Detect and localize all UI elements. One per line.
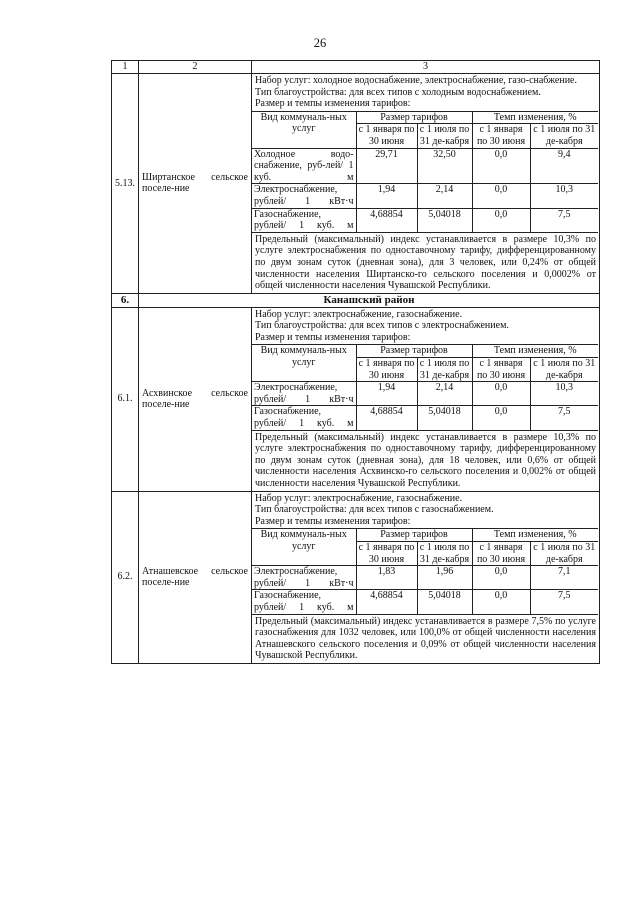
service-name	[252, 148, 356, 184]
service-name	[252, 406, 356, 430]
subtable-header-row	[252, 529, 598, 542]
rate-value-h1: 0,0	[472, 590, 530, 614]
tariff-title: Размер и темпы изменения тарифов:	[255, 515, 411, 527]
tariff-value-h1: 4,68854	[356, 208, 417, 232]
tariff-value-h2: 5,04018	[417, 208, 472, 232]
row-number: 5.13.	[112, 74, 139, 294]
settlement-name	[139, 74, 252, 294]
limit-index-text: Предельный (максимальный) индекс устанавливается в размере 7,5% по услуге газоснабжения для 1032 человек, или 100,0% от общей численности населения Атнашевского сельского поселения и 0,09% от общей численности населения Чувашской Республики.	[255, 615, 596, 662]
header-period-1: с 1 января по 30 июня	[356, 124, 417, 148]
header-tariff-size: Размер тарифов	[356, 529, 472, 542]
header-change-rate: Темп изменения, %	[472, 345, 598, 358]
improvement-type: Тип благоустройства: для всех типов с газоснабжением.	[255, 504, 494, 516]
tariff-subtable	[252, 344, 598, 430]
rate-value-h2: 7,1	[530, 566, 598, 590]
tariff-value-h2: 5,04018	[417, 406, 472, 430]
settlement-name	[139, 307, 252, 491]
tariff-value-h1: 4,68854	[356, 406, 417, 430]
settlement-row	[112, 74, 600, 294]
service-name-text: Электроснабжение, рублей/ 1 кВт·ч	[254, 382, 354, 405]
limit-index-text: Предельный (максимальный) индекс устанавливается в размере 10,3% по услуге электроснабжения по одноставочному тарифу, дифференцированному по двум зонам суток (дневная зона), для 3 человек, или 0,24% от общей численности населения Ширтанско-го сельского поселения и 0,0002% от общей численности населения Чувашской Республики.	[255, 233, 596, 292]
service-name-text: Газоснабжение, рублей/ 1 куб. м	[254, 208, 354, 232]
header-period-2: с 1 июля по 31 де-кабря	[417, 124, 472, 148]
tariff-value-h1: 1,94	[356, 184, 417, 208]
tariff-value-h2: 1,96	[417, 566, 472, 590]
service-row	[252, 184, 598, 208]
header-period-3: с 1 января по 30 июня	[472, 358, 530, 382]
service-name-text: Холодное водо-снабжение, руб-лей/ 1 куб. м	[254, 148, 354, 183]
tariff-value-h1: 4,68854	[356, 590, 417, 614]
service-row	[252, 382, 598, 406]
district-row	[112, 293, 600, 307]
service-name	[252, 184, 356, 208]
service-name-text: Газоснабжение, рублей/ 1 куб. м	[254, 406, 354, 430]
tariff-title: Размер и темпы изменения тарифов:	[255, 331, 411, 343]
rate-value-h1: 0,0	[472, 208, 530, 232]
col-header-3: 3	[252, 61, 600, 74]
service-name-text: Электроснабжение, рублей/ 1 кВт·ч	[254, 566, 354, 589]
service-row	[252, 566, 598, 590]
tariff-value-h2: 32,50	[417, 148, 472, 184]
service-set: Набор услуг: электроснабжение, газоснабжение.	[255, 492, 463, 504]
col-header-2: 2	[139, 61, 252, 74]
rate-value-h2: 7,5	[530, 406, 598, 430]
settlement-details	[252, 491, 600, 663]
header-period-2: с 1 июля по 31 де-кабря	[417, 358, 472, 382]
rate-value-h1: 0,0	[472, 184, 530, 208]
header-tariff-size: Размер тарифов	[356, 111, 472, 124]
district-title: Канашский район	[139, 293, 600, 307]
rate-value-h2: 9,4	[530, 148, 598, 184]
settlement-row	[112, 307, 600, 491]
rate-value-h1: 0,0	[472, 566, 530, 590]
rate-value-h1: 0,0	[472, 406, 530, 430]
header-period-2: с 1 июля по 31 де-кабря	[417, 541, 472, 565]
header-period-3: с 1 января по 30 июня	[472, 124, 530, 148]
service-set: Набор услуг: холодное водоснабжение, электроснабжение, газо-снабжение.	[255, 75, 577, 86]
service-name	[252, 208, 356, 232]
service-row	[252, 208, 598, 232]
service-name	[252, 382, 356, 406]
settlement-name-text: Ширтанское сельское поселе-ние	[142, 171, 248, 195]
header-period-4: с 1 июля по 31 де-кабря	[530, 124, 598, 148]
settlement-name-text: Атнашевское сельское поселе-ние	[142, 565, 248, 589]
header-service-kind: Вид коммуналь-ных услуг	[252, 111, 356, 148]
rate-value-h1: 0,0	[472, 382, 530, 406]
header-tariff-size: Размер тарифов	[356, 345, 472, 358]
service-row	[252, 148, 598, 184]
settlement-details	[252, 74, 600, 294]
col-header-1: 1	[112, 61, 139, 74]
service-set: Набор услуг: электроснабжение, газоснабжение.	[255, 308, 463, 320]
service-name-text: Электроснабжение, рублей/ 1 кВт·ч	[254, 184, 354, 207]
row-number: 6.1.	[112, 307, 139, 491]
tariff-value-h1: 1,83	[356, 566, 417, 590]
rate-value-h2: 10,3	[530, 184, 598, 208]
header-period-1: с 1 января по 30 июня	[356, 541, 417, 565]
header-period-4: с 1 июля по 31 де-кабря	[530, 541, 598, 565]
tariff-value-h2: 2,14	[417, 382, 472, 406]
header-period-4: с 1 июля по 31 де-кабря	[530, 358, 598, 382]
rate-value-h2: 7,5	[530, 590, 598, 614]
header-change-rate: Темп изменения, %	[472, 529, 598, 542]
header-period-1: с 1 января по 30 июня	[356, 358, 417, 382]
district-number: 6.	[112, 293, 139, 307]
service-name-text: Газоснабжение, рублей/ 1 куб. м	[254, 590, 354, 613]
rate-value-h2: 10,3	[530, 382, 598, 406]
tariff-subtable	[252, 111, 598, 233]
row-number: 6.2.	[112, 491, 139, 663]
settlement-details	[252, 307, 600, 491]
tariff-value-h2: 2,14	[417, 184, 472, 208]
service-row	[252, 406, 598, 430]
limit-index-text: Предельный (максимальный) индекс устанавливается в размере 10,3% по услуге электроснабжения по одноставочному тарифу, дифференцированному по двум зонам суток (дневная зона), для 18 человек, или 0,6% от общей численности населения Асхвинско-го сельского поселения и 0,002% от общей численности населения Чувашской Республики.	[255, 431, 596, 489]
header-service-kind: Вид коммуналь-ных услуг	[252, 529, 356, 566]
column-header-row	[112, 61, 600, 74]
header-service-kind: Вид коммуналь-ных услуг	[252, 345, 356, 382]
improvement-type: Тип благоустройства: для всех типов с холодным водоснабжением.	[255, 86, 541, 98]
settlement-name	[139, 491, 252, 663]
service-name	[252, 590, 356, 614]
settlement-name-text: Асхвинское сельское поселе-ние	[142, 387, 248, 411]
tariff-value-h2: 5,04018	[417, 590, 472, 614]
subtable-header-row	[252, 111, 598, 124]
header-change-rate: Темп изменения, %	[472, 111, 598, 124]
service-row	[252, 590, 598, 614]
header-period-3: с 1 января по 30 июня	[472, 541, 530, 565]
subtable-header-row	[252, 345, 598, 358]
tariff-value-h1: 1,94	[356, 382, 417, 406]
service-name	[252, 566, 356, 590]
settlement-row	[112, 491, 600, 663]
rate-value-h1: 0,0	[472, 148, 530, 184]
page-number: 26	[313, 36, 327, 50]
rate-value-h2: 7,5	[530, 208, 598, 232]
improvement-type: Тип благоустройства: для всех типов с электроснабжением.	[255, 320, 509, 332]
tariff-table	[111, 60, 600, 664]
tariff-title: Размер и темпы изменения тарифов:	[255, 98, 411, 110]
tariff-subtable	[252, 528, 598, 614]
tariff-value-h1: 29,71	[356, 148, 417, 184]
